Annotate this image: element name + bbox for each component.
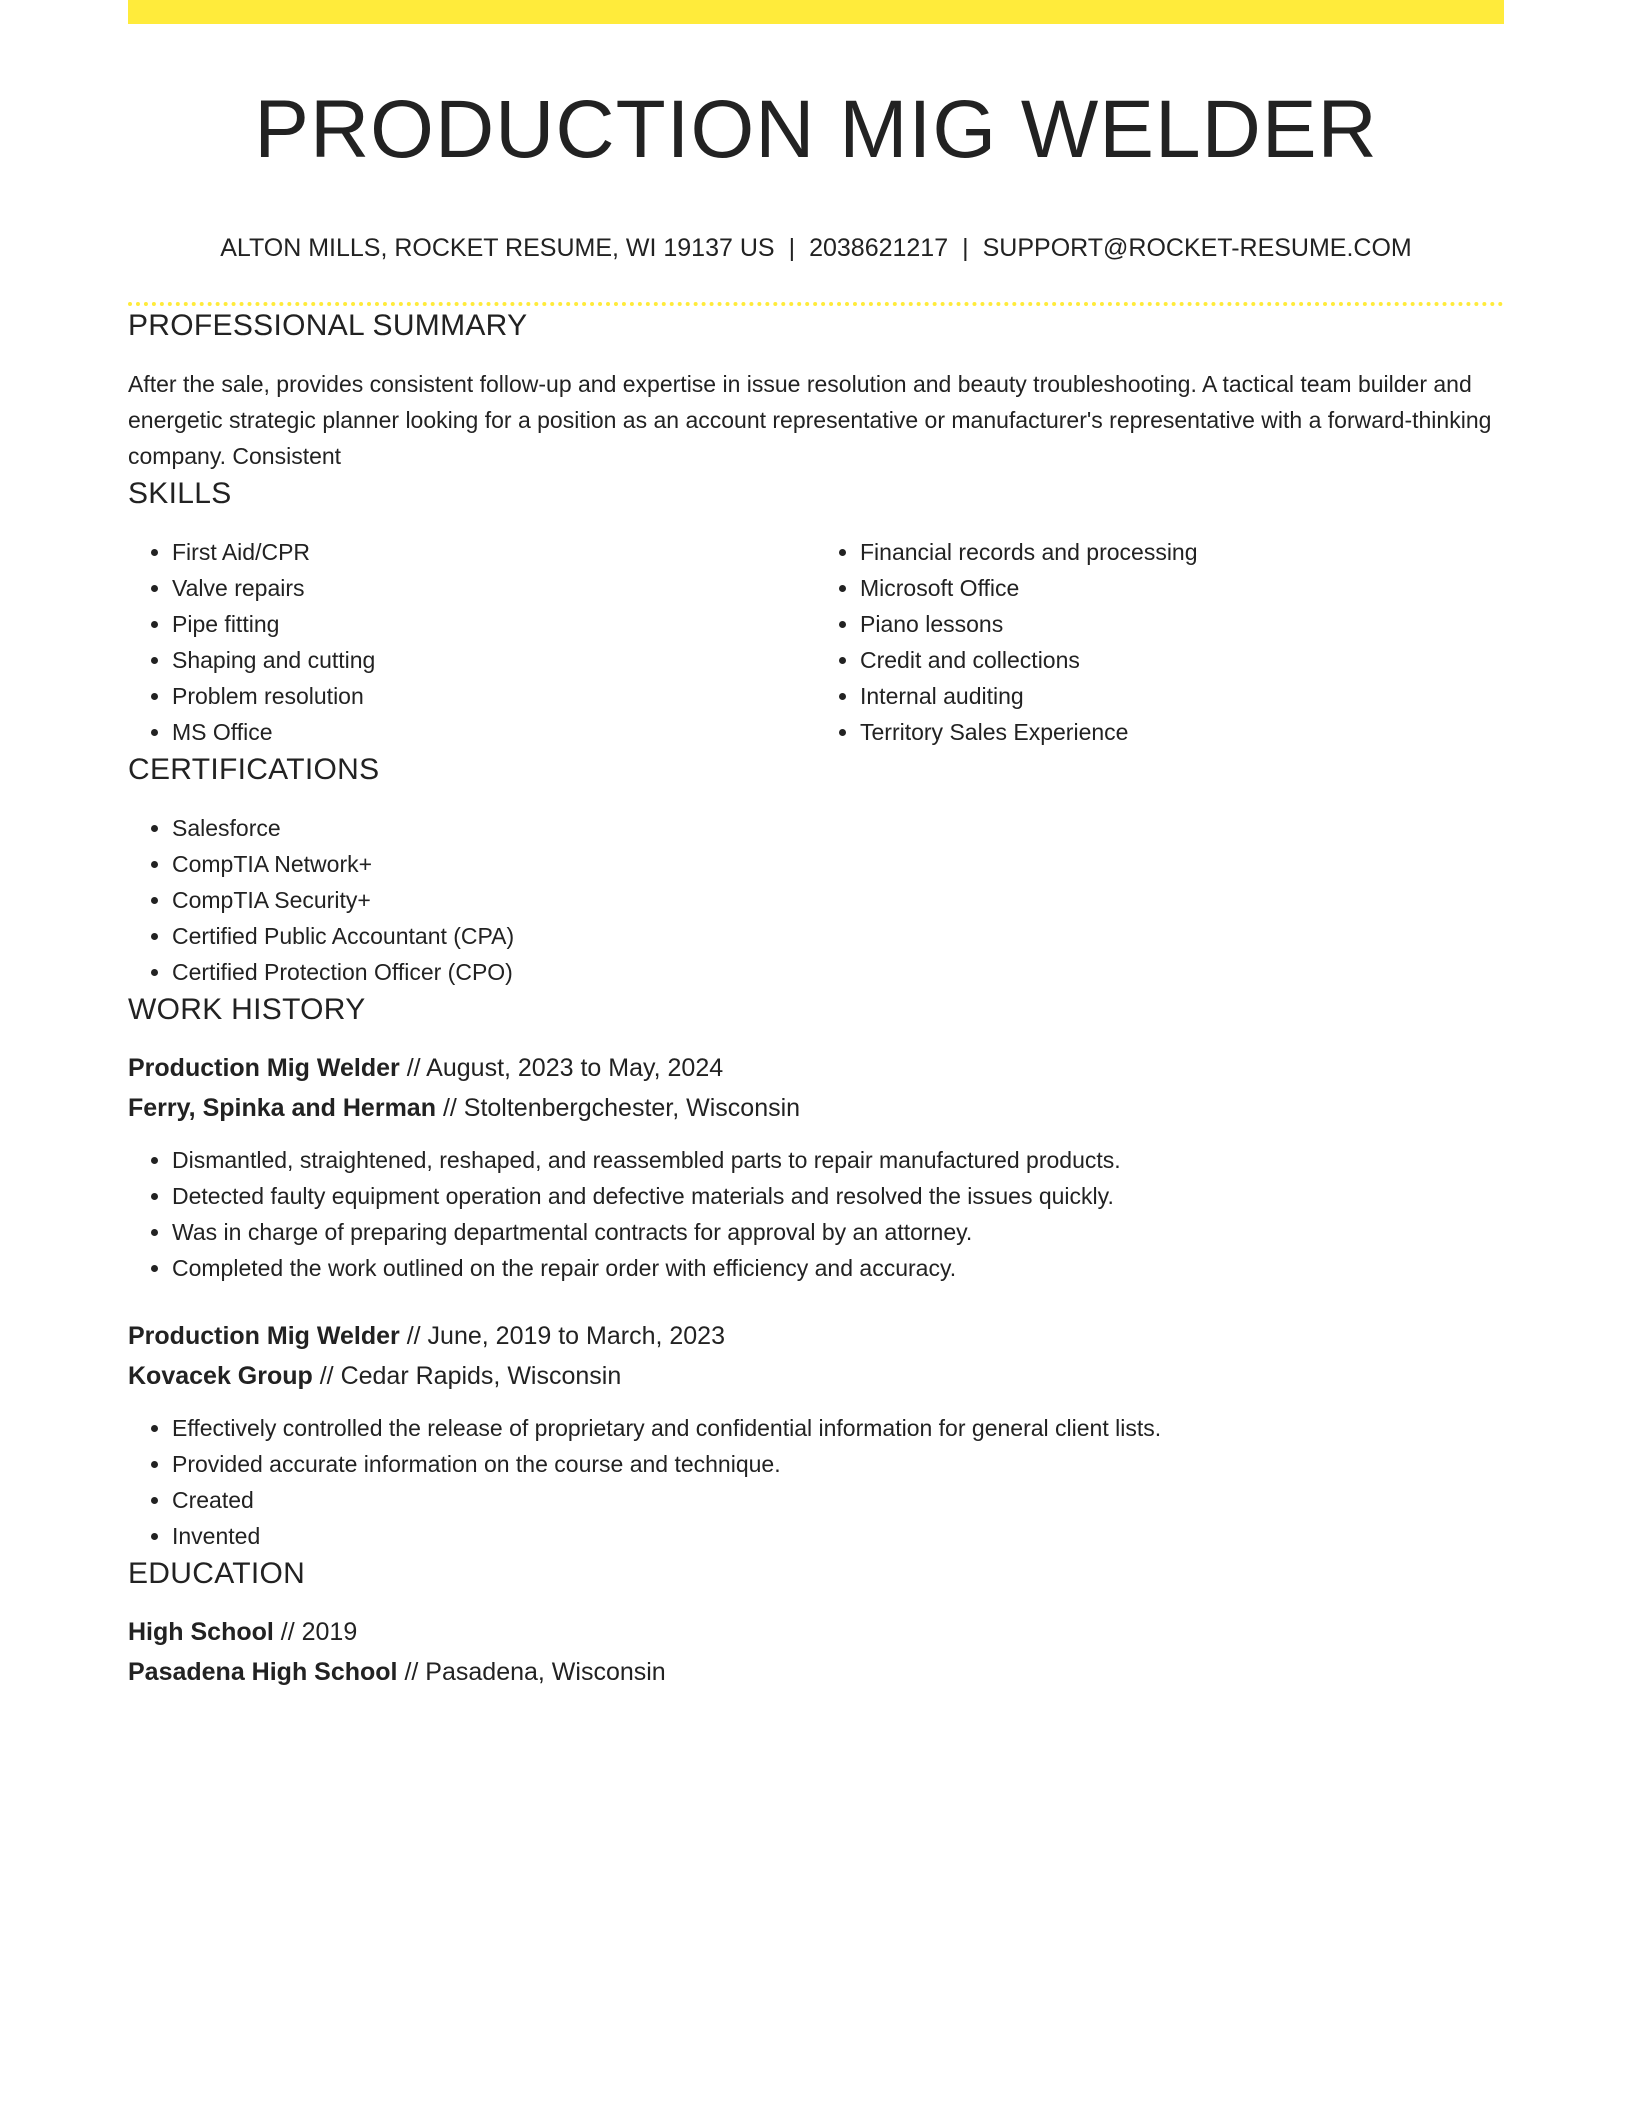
contact-address: ALTON MILLS, ROCKET RESUME, WI 19137 US [220,234,775,262]
certification-item: • Certified Protection Officer (CPO) [172,954,1504,990]
education-degree: High School [128,1618,274,1646]
job-location: // Cedar Rapids, Wisconsin [319,1362,622,1390]
certifications-heading: CERTIFICATIONS [128,753,380,786]
contact-line [128,232,1504,264]
skills-list-left [128,534,816,750]
skills-columns [128,534,1504,750]
skill-item: • Credit and collections [860,642,1504,678]
skill-item: • Piano lessons [860,606,1504,642]
job-bullet: • Dismantled, straightened, reshaped, and reassembled parts to repair manufactured products. [172,1142,1504,1178]
contact-email: SUPPORT@ROCKET-RESUME.COM [982,234,1412,262]
job-bullet: • Provided accurate information on the course and technique. [172,1446,1504,1482]
job-entry [128,1316,1504,1554]
job-role: Production Mig Welder [128,1054,400,1082]
education-school: Pasadena High School [128,1658,398,1686]
certification-item: • CompTIA Security+ [172,882,1504,918]
skill-item: • Microsoft Office [860,570,1504,606]
job-bullet: • Completed the work outlined on the repair order with efficiency and accuracy. [172,1250,1504,1286]
job-location: // Stoltenbergchester, Wisconsin [442,1094,801,1122]
job-role-line [128,1048,1504,1088]
job-company-line [128,1356,1504,1396]
skill-item: • Valve repairs [172,570,816,606]
skill-item: • MS Office [172,714,816,750]
job-company: Ferry, Spinka and Herman [128,1094,436,1122]
job-dates: // June, 2019 to March, 2023 [406,1322,725,1350]
skill-item: • Territory Sales Experience [860,714,1504,750]
job-dates: // August, 2023 to May, 2024 [406,1054,724,1082]
job-role-line [128,1316,1504,1356]
resume-name: PRODUCTION MIG WELDER [254,84,1378,175]
education-location: // Pasadena, Wisconsin [404,1658,666,1686]
skill-item: • Pipe fitting [172,606,816,642]
skills-list-right [816,534,1504,750]
skill-item: • Shaping and cutting [172,642,816,678]
summary-text: After the sale, provides consistent follow-up and expertise in issue resolution and beauty troubleshooting. A tactical team builder and energetic strategic planner looking for a position as an account representative or manufacturer's representative with a forward-thinking company. Consistent [128,371,1492,469]
summary-heading: PROFESSIONAL SUMMARY [128,309,528,342]
job-company: Kovacek Group [128,1362,313,1390]
skills-heading: SKILLS [128,477,232,510]
job-bullet: • Detected faulty equipment operation and defective materials and resolved the issues quickly. [172,1178,1504,1214]
job-bullet: • Created [172,1482,1504,1518]
resume-content [128,0,1504,1692]
certifications-list [128,810,1504,990]
job-bullet: • Invented [172,1518,1504,1554]
education-heading: EDUCATION [128,1557,306,1590]
education-year: // 2019 [280,1618,358,1646]
certification-item: • Certified Public Accountant (CPA) [172,918,1504,954]
certification-item: • Salesforce [172,810,1504,846]
contact-separator: | [962,234,969,262]
job-bullet: • Was in charge of preparing departmental contracts for approval by an attorney. [172,1214,1504,1250]
skill-item: • Internal auditing [860,678,1504,714]
skill-item: • Problem resolution [172,678,816,714]
job-company-line [128,1088,1504,1128]
education-school-line [128,1652,1504,1692]
job-bullets [128,1410,1504,1554]
job-bullets [128,1142,1504,1286]
skill-item: • Financial records and processing [860,534,1504,570]
work-history-heading: WORK HISTORY [128,993,366,1026]
contact-separator: | [788,234,796,262]
job-role: Production Mig Welder [128,1322,400,1350]
education-degree-line [128,1612,1504,1652]
certification-item: • CompTIA Network+ [172,846,1504,882]
job-entry [128,1048,1504,1286]
skill-item: • First Aid/CPR [172,534,816,570]
contact-phone: 2038621217 [809,234,949,262]
job-bullet: • Effectively controlled the release of proprietary and confidential information for general client lists. [172,1410,1504,1446]
